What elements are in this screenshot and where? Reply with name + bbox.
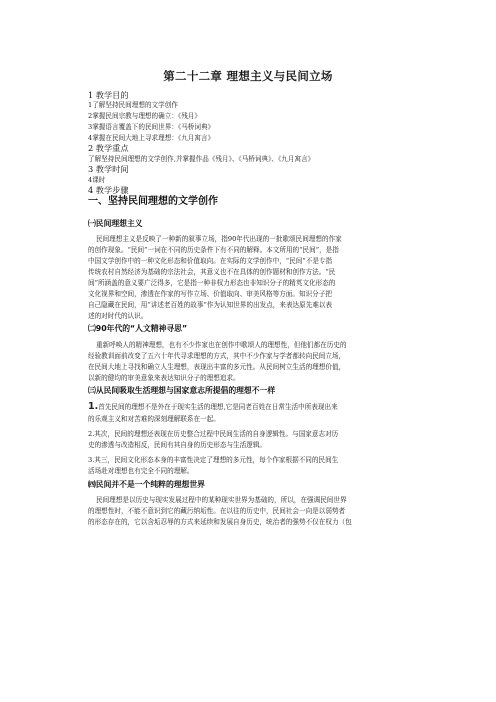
subsection-heading-4: ㈣民间并不是一个纯粹的理想世界 xyxy=(88,480,205,489)
paragraph-line: 经验教训面前改变了五六十年代寻求理想的方式，其中不少作家与学者都转向民间立场， xyxy=(88,352,346,360)
section-heading-objectives: 1 教学目的 xyxy=(88,90,129,100)
paragraph-line: 的乐观主义和对苦难的深刻理解联系在一起。 xyxy=(88,415,220,423)
hours-text: 4课时 xyxy=(88,176,106,184)
paragraph-line: 中国文学创作中的一种文化形态和价值取向。在实际的文学创作中，“民间”不是专指 xyxy=(88,257,333,265)
paragraph-line xyxy=(88,401,412,413)
paragraph-line: 2.其次，民间的理想还表现在历史整合过程中民间生活的自身逻辑性。与国家意志对历 xyxy=(88,430,339,438)
paragraph-line: 间”所涵盖的意义要广泛得多，它是指一种非权力形态也非知识分子的精英文化形态的 xyxy=(88,279,336,287)
section-heading-steps: 4 教学步骤 xyxy=(88,185,129,195)
paragraph-line: 3.其三，民间文化形态本身的丰富性决定了理想的多元性，每个作家根据不同的民间生 xyxy=(88,456,339,464)
section-heading-focus: 2 教学重点 xyxy=(88,143,129,153)
subsection-heading-2: ㈡90年代的“人文精神寻思” xyxy=(88,324,188,333)
part-heading: 一、坚持民间理想的文学创作 xyxy=(88,196,218,207)
subsection-heading-3: ㈢从民间吸取生活理想与国家意志所提倡的理想不一样 xyxy=(88,386,276,395)
subsection-heading-1: ㈠民间理想主义 xyxy=(88,219,143,228)
paragraph-line: 的理想性时，不能不意识到它的藏污纳垢性。在以往的历史中，民间社会一向是以弱势者 xyxy=(88,507,346,515)
focus-text: 了解坚持民间理想的文学创作,并掌握作品《残月》、《马桥词典》、《九月寓言》 xyxy=(88,155,315,163)
paragraph-line: 在民间大地上寻找和确立人生理想，表现出丰富的多元性。从民间树立生活的理想价值， xyxy=(88,363,346,371)
objective-item: 3掌握语言覆盖下的民间世界：《马桥词典》 xyxy=(88,123,215,131)
objective-item: 4掌握在民间大地上寻求理想：《九月寓言》 xyxy=(88,134,215,142)
chapter-title: 第二十二章 理想主义与民间立场 xyxy=(163,69,333,83)
objective-item: 1了解坚持民间理想的文学创作 xyxy=(88,101,178,109)
paragraph-line: 文化视界和空间，渗透在作家的写作立场、价值取向、审美风格等方面。知识分子把 xyxy=(88,290,332,298)
paragraph-line: 述的对时代的认识。 xyxy=(88,312,148,320)
paragraph-line: 自己隐藏在民间，用“讲述老百姓的故事”作为认知世界的出发点，来表达原先难以表 xyxy=(88,301,333,309)
item-number: 1. xyxy=(88,401,99,412)
paragraph-line: 重新呼唤人的精神理想，也有不少作家也在创作中歌颂人的理想性，但他们都在历史的 xyxy=(96,341,347,349)
paragraph-line: 活场赴对理想也有完全不同的理解。 xyxy=(88,467,194,475)
paragraph-line: 以新的健均的审美意象来表达知识分子的理想追求。 xyxy=(88,374,240,382)
paragraph-text: 首先民间的理想不是外在于现实生活的理想,它是同老百姓在日常生活中所表现出来 xyxy=(98,403,338,411)
paragraph-line: 的形态存在的，它以含垢忍辱的方式来延续和发展自身历史，统治者的强势不仅在权力（包 xyxy=(88,518,352,526)
paragraph-line: 史的渗透与改造相反，民间有其自身的历史形态与生活逻辑。 xyxy=(88,441,267,449)
paragraph-line: 传统农村自然经济为基础的宗法社会，其意义也不在具体的创作题材和创作方法。“民 xyxy=(88,268,336,276)
paragraph-line: 民间理想主义是反映了一种新的叙事立场，指90年代出现的一批歌颂民间理想的作家 xyxy=(96,235,342,243)
objective-item: 2掌握民间宗教与理想的确立：《残月》 xyxy=(88,112,201,120)
section-heading-time: 3 教学时间 xyxy=(88,164,129,174)
paragraph-line: 民间理想是以历史与现实发展过程中的某种现实世界为基础的，所以，在强调民间世界 xyxy=(96,496,347,504)
paragraph-line: 的创作现象。“民间”一词在不同的历史条件下有不同的解释。本文所用的“民间”，是指 xyxy=(88,246,339,254)
